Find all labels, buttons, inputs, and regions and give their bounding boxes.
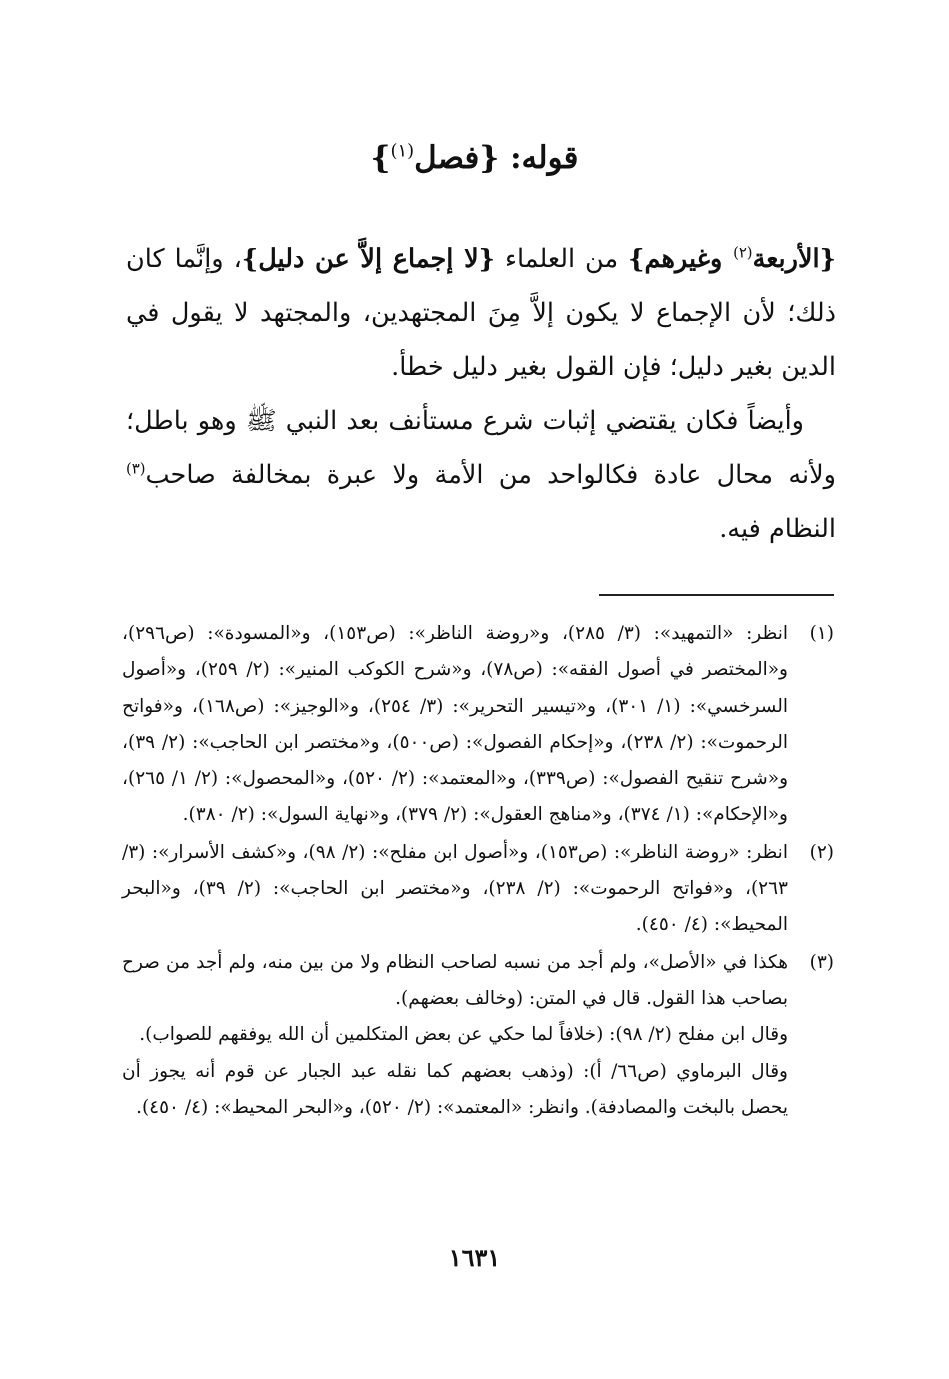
footnote-text: انظر: «روضة الناظر»: (ص١٥٣)، و«أصول ابن مفلح»: (٢/ ٩٨)، و«كشف الأسرار»: (٣/ ٢٦٣)، و«فواتح الرحموت»: (٢/ ٢٣٨)، و«مختصر ابن الحاجب»: (٢/ ٣٩)، و«البحر المحيط»: (٤/ ٤٥٠). xyxy=(122,841,788,936)
footnote-1 xyxy=(122,616,834,834)
main-text xyxy=(126,232,836,556)
footnote-number: (٢) xyxy=(809,841,834,863)
p1-connector: من العلماء xyxy=(495,244,629,274)
section-heading xyxy=(0,128,949,188)
footnote-number: (٣) xyxy=(809,951,834,973)
paragraph-2 xyxy=(126,394,836,556)
footnote-3 xyxy=(122,945,834,1126)
footnote-text: انظر: «التمهيد»: (٣/ ٢٨٥)، و«روضة الناظر»: (ص١٥٣)، و«المسودة»: (ص٢٩٦)، و«المختصر في أصول الفقه»: (ص٧٨)، و«شرح الكوكب المنير»: (٢/ ٢٥٩)، و«أصول السرخسي»: (١/ ٣٠١)، و«تيسير التحرير»: (٣/ ٢٥٤)، و«الوجيز»: (ص١٦٨)، و«فواتح الرحموت»: (٢/ ٢٣٨)، و«إحكام الفصول»: (ص٥٠٠)، و«مختصر ابن الحاجب»: (٢/ ٣٩)، و«شرح تنقيح الفصول»: (ص٣٣٩)، و«المعتمد»: (٢/ ٥٢٠)، و«المحصول»: (٢/ ١/ ٢٦٥)، و«الإحكام»: (١/ ٣٧٤)، و«مناهج العقول»: (٢/ ٣٧٩)، و«نهاية السول»: (٢/ ٣٨٠). xyxy=(122,623,789,826)
footnote-3-line-3: وقال البرماوي (ص٦٦/ أ): (وذهب بعضهم كما نقله عبد الجبار عن قوم أنه يجوز أن يحصل بالبخت والمصادفة). وانظر: «المعتمد»: (٢/ ٥٢٠)، و«البحر المحيط»: (٤/ ٤٥٠). xyxy=(122,1060,788,1118)
footnote-mark-3: (٣) xyxy=(126,460,146,478)
heading-word: فصل xyxy=(414,140,480,176)
footnote-mark-2: (٢) xyxy=(733,244,753,262)
footnote-number: (١) xyxy=(809,623,834,644)
footnote-3-line-2: وقال ابن مفلح (٢/ ٩٨): (خلافاً لما حكي عن بعض المتكلمين أن الله يوفقهم للصواب). xyxy=(139,1024,788,1046)
quote-ijma: {لا إجماع إلاَّ عن دليل} xyxy=(241,244,496,274)
footnote-separator xyxy=(599,594,834,596)
quote-arbaa: {الأربعة xyxy=(752,244,836,274)
p2-text: وأيضاً فكان يقتضي إثبات شرع مستأنف بعد النبي ﷺ وهو باطل؛ ولأنه محال عادة فكالواحد من الأمة ولا عبرة بمخالفة صاحب xyxy=(126,406,836,490)
paragraph-1 xyxy=(126,232,836,394)
footnote-3-line-1: هكذا في «الأصل»، ولم أجد من نسبه لصاحب النظام ولا من بين منه، ولم أجد من صرح بصاحب هذا القول. قال في المتن: (وخالف بعضهم). xyxy=(122,951,788,1009)
footnote-text xyxy=(122,945,788,1126)
footnote-2 xyxy=(122,835,834,944)
heading-close: } xyxy=(370,140,391,176)
page-number: ١٦٣١ xyxy=(448,1243,501,1272)
heading-footnote-mark: (١) xyxy=(390,140,415,162)
footnotes xyxy=(122,616,834,1127)
heading-open: قوله: { xyxy=(479,140,579,176)
p2-end: النظام فيه. xyxy=(719,514,836,544)
p1-explanation: ، وإنَّما كان ذلك؛ لأن الإجماع لا يكون إلاَّ مِنَ المجتهدين، والمجتهد لا يقول في الدين بغير دليل؛ فإن القول بغير دليل خطأ. xyxy=(126,244,836,382)
quote-ghayruhum: وغيرهم} xyxy=(628,244,734,274)
